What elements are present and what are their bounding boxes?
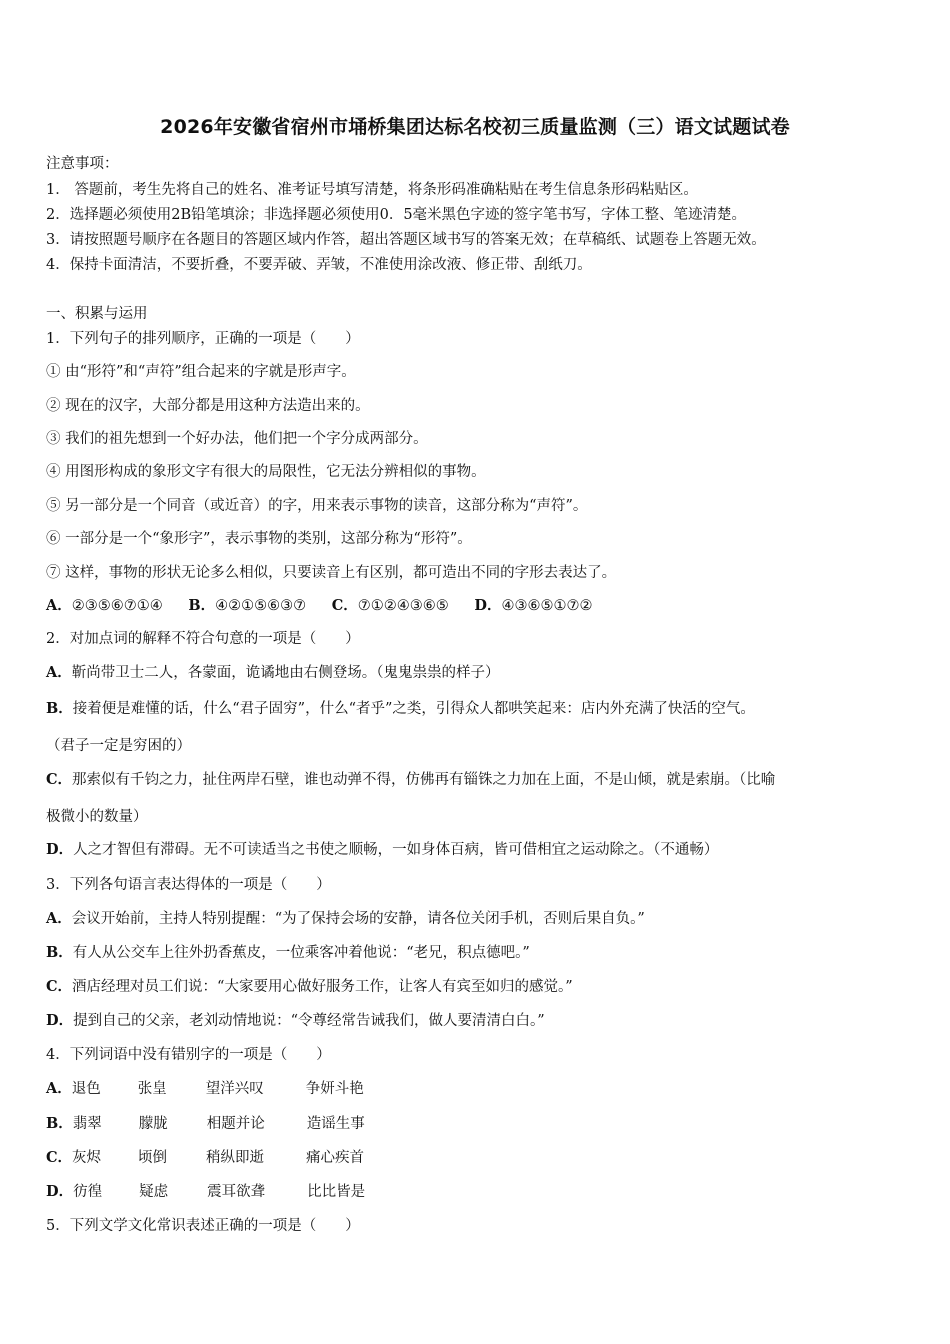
word: 相题并论 (206, 1116, 265, 1132)
word: 翡翠 (72, 1116, 102, 1132)
option-label: C． (331, 597, 358, 614)
question-stem: 2．对加点词的解释不符合句意的一项是（ ） (46, 631, 360, 647)
word: 望洋兴叹 (205, 1081, 264, 1097)
word: 退色 (71, 1081, 101, 1097)
option-text: ④②①⑤⑥③⑦ (215, 598, 307, 614)
question-stem: 1．下列句子的排列顺序，正确的一项是（ ） (46, 331, 360, 347)
option-label: A． (46, 597, 72, 614)
note-item: 1． 答题前，考生先将自己的姓名、准考证号填写清楚，将条形码准确粘贴在考生信息条形码粘贴区。 (46, 182, 698, 198)
q2-option-b (46, 697, 755, 718)
q1-sentence: ② 现在的汉字，大部分都是用这种方法造出来的。 (46, 398, 370, 414)
option-text: ⑦①②④③⑥⑤ (357, 598, 449, 614)
word: 张皇 (137, 1081, 167, 1097)
q1-sentence: ⑤ 另一部分是一个同音（或近音）的字，用来表示事物的读音，这部分称为“声符”。 (46, 498, 588, 514)
option-label: D． (474, 597, 502, 614)
word: 疑虑 (139, 1184, 169, 1200)
q1-sentence: ⑦ 这样，事物的形状无论多么相似，只要读音上有区别，都可造出不同的字形去表达了。 (46, 565, 617, 581)
q1-sentence: ⑥ 一部分是一个“象形字”，表示事物的类别，这部分称为“形符”。 (46, 531, 472, 547)
q1-sentence: ③ 我们的祖先想到一个好办法，他们把一个字分成两部分。 (46, 431, 428, 447)
word: 朦胧 (138, 1116, 168, 1132)
option-text: 酒店经理对员工们说：“大家要用心做好服务工作，让客人有宾至如归的感觉。” (72, 979, 573, 995)
option-text: 有人从公交车上往外扔香蕉皮，一位乘客冲着他说：“老兄，积点德吧。” (72, 945, 530, 961)
option-label: C． (46, 1149, 73, 1166)
option-label: D． (46, 1012, 74, 1029)
word: 造谣生事 (306, 1116, 365, 1132)
option-label: D． (46, 1183, 74, 1200)
note-item: 2．选择题必须使用2B铅笔填涂；非选择题必须使用0．5毫米黑色字迹的签字笔书写，字体工整、笔迹清楚。 (46, 207, 747, 223)
question-stem: 3．下列各句语言表达得体的一项是（ ） (46, 877, 331, 893)
question-stem: 4．下列词语中没有错别字的一项是（ ） (46, 1047, 331, 1063)
word: 彷徨 (73, 1184, 103, 1200)
word: 比比皆是 (307, 1184, 366, 1200)
option-label: A． (46, 664, 72, 681)
option-text: ②③⑤⑥⑦①④ (71, 598, 163, 614)
q1-options (46, 594, 593, 615)
word: 痛心疾首 (306, 1150, 365, 1166)
option-text: 会议开始前，主持人特别提醒：“为了保持会场的安静，请各位关闭手机，否则后果自负。” (71, 911, 645, 927)
option-label: C． (46, 978, 73, 995)
q2-option-a (46, 661, 500, 682)
option-label: C． (46, 771, 73, 788)
q4-option (46, 1180, 365, 1201)
option-label: B． (46, 1115, 73, 1132)
exam-title: 2026年安徽省宿州市埇桥集团达标名校初三质量监测（三）语文试题试卷 (160, 116, 790, 138)
note-item: 4．保持卡面清洁，不要折叠，不要弄破、弄皱，不准使用涂改液、修正带、刮纸刀。 (46, 257, 592, 273)
option-text: 接着便是难懂的话，什么“君子固穷”，什么“者乎”之类，引得众人都哄笑起来：店内外充满了快活的空气。 (72, 701, 755, 717)
q3-option (46, 907, 645, 928)
section-heading: 一、积累与运用 (46, 306, 148, 322)
option-label: B． (188, 597, 216, 614)
word: 灰烬 (72, 1150, 102, 1166)
option-text: 靳尚带卫士二人，各蒙面，诡谲地由右侧登场。（鬼鬼祟祟的样子） (71, 665, 500, 681)
word: 顷倒 (138, 1150, 168, 1166)
q2-option-c (46, 768, 775, 789)
q3-option (46, 1009, 545, 1030)
notes-heading: 注意事项： (46, 156, 119, 172)
option-text: ④③⑥⑤①⑦② (501, 598, 593, 614)
note-item: 3．请按照题号顺序在各题目的答题区域内作答，超出答题区域书写的答案无效；在草稿纸、试题卷上答题无效。 (46, 232, 766, 248)
word: 争妍斗艳 (305, 1081, 364, 1097)
option-label: B． (46, 944, 73, 961)
option-text: 那索似有千钧之力，扯住两岸石壁，谁也动弹不得，仿佛再有锱铢之力加在上面，不是山倾，就是索崩。（比喻 (72, 772, 776, 788)
q3-option (46, 975, 573, 996)
option-text: 人之才智但有滞碍。无不可读适当之书使之顺畅，一如身体百病，皆可借相宜之运动除之。（不通畅） (73, 842, 719, 858)
question-stem: 5．下列文学文化常识表述正确的一项是（ ） (46, 1218, 360, 1234)
q4-option (46, 1077, 364, 1098)
option-label: B． (46, 700, 73, 717)
q1-sentence: ④ 用图形构成的象形文字有很大的局限性，它无法分辨相似的事物。 (46, 464, 486, 480)
option-label: A． (46, 1080, 72, 1097)
word: 稍纵即逝 (206, 1150, 265, 1166)
q1-sentence: ① 由“形符”和“声符”组合起来的字就是形声字。 (46, 364, 356, 380)
q2-option-d (46, 838, 718, 859)
option-text: 提到自己的父亲，老刘动情地说：“令尊经常告诫我们，做人要清清白白。” (73, 1013, 545, 1029)
option-label: A． (46, 910, 72, 927)
option-text-continued: 极微小的数量） (46, 809, 148, 825)
q4-option (46, 1146, 364, 1167)
option-text-continued: （君子一定是穷困的） (46, 738, 191, 754)
q3-option (46, 941, 530, 962)
option-label: D． (46, 841, 74, 858)
word: 震耳欲聋 (207, 1184, 266, 1200)
q4-option (46, 1112, 365, 1133)
